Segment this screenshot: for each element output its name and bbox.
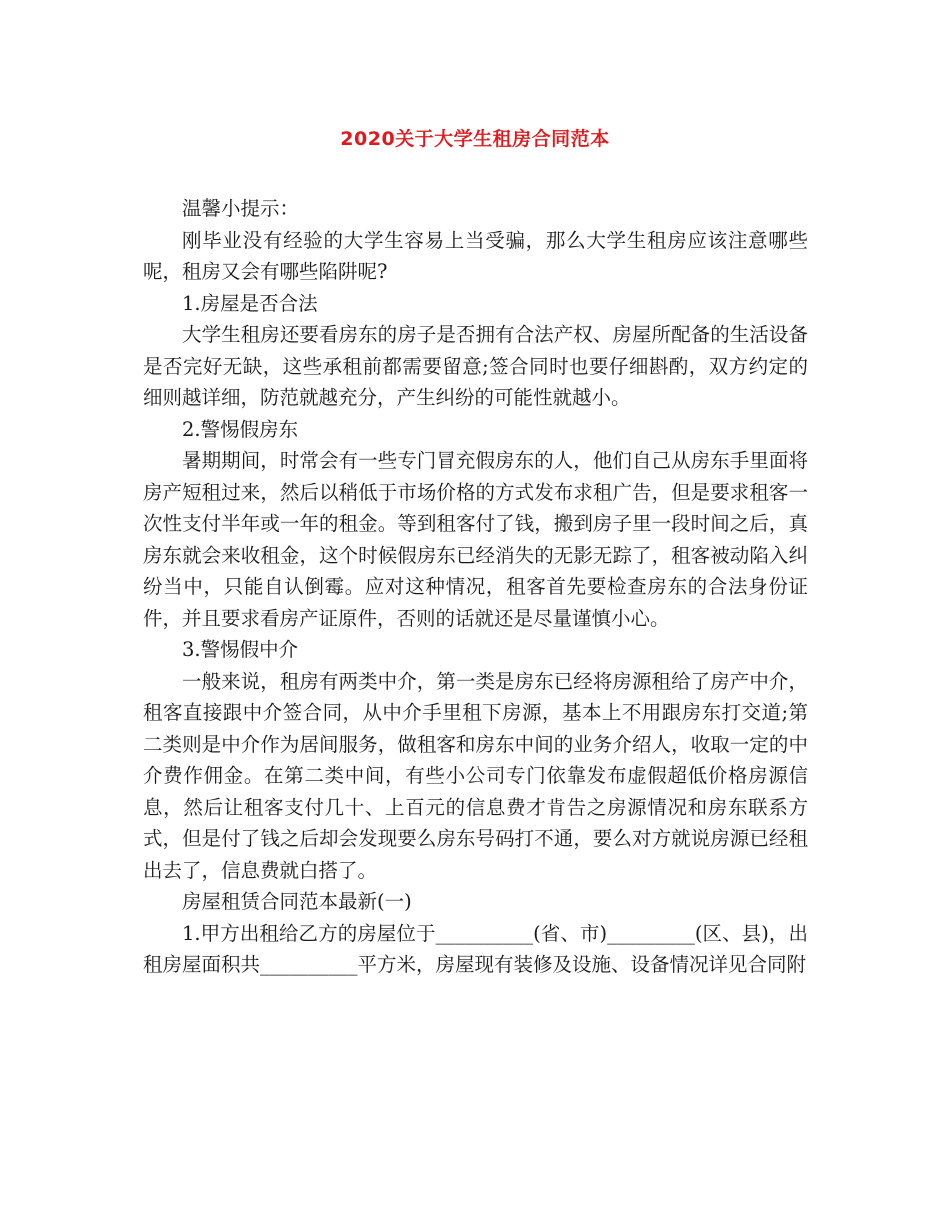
document-title: 2020关于大学生租房合同范本: [340, 128, 610, 150]
document-body: [143, 193, 808, 981]
paragraph-heading-1: 1.房屋是否合法: [182, 291, 318, 315]
paragraph-contract-clause-1: 1.甲方出租给乙方的房屋位于__________(省、市)_________(区、县)，出租房屋面积共__________平方米，房屋现有装修及设施、设备情况详见合同附: [143, 921, 808, 976]
paragraph-body-2: 暑期期间，时常会有一些专门冒充假房东的人，他们自己从房东手里面将房产短租过来，然后以稍低于市场价格的方式发布求租广告，但是要求租客一次性支付半年或一年的租金。等到租客付了钱，搬到房子里一段时间之后，真房东就会来收租金，这个时候假房东已经消失的无影无踪了，租客被动陷入纠纷当中，只能自认倒霉。应对这种情况，租客首先要检查房东的合法身份证件，并且要求看房产证原件，否则的话就还是尽量谨慎小心。: [143, 449, 808, 630]
paragraph-tip-heading: 温馨小提示：: [182, 197, 300, 220]
paragraph-body-3: 一般来说，租房有两类中介，第一类是房东已经将房源租给了房产中介，租客直接跟中介签合同，从中介手里租下房源，基本上不用跟房东打交道;第二类则是中介作为居间服务，做租客和房东中间的业务介绍人，收取一定的中介费作佣金。在第二类中间，有些小公司专门依靠发布虚假超低价格房源信息，然后让租客支付几十、上百元的信息费才肯告之房源情况和房东联系方式，但是付了钱之后却会发现要么房东号码打不通，要么对方就说房源已经租出去了，信息费就白搭了。: [143, 669, 808, 882]
paragraph-body-1: 大学生租房还要看房东的房子是否拥有合法产权、房屋所配备的生活设备是否完好无缺，这些承租前都需要留意;签合同时也要仔细斟酌，双方约定的细则越详细，防范就越充分，产生纠纷的可能性就越小。: [143, 323, 808, 409]
paragraph-intro: 刚毕业没有经验的大学生容易上当受骗，那么大学生租房应该注意哪些呢，租房又会有哪些陷阱呢?: [143, 228, 808, 283]
paragraph-heading-2: 2.警惕假房东: [182, 417, 299, 441]
paragraph-contract-heading: 房屋租赁合同范本最新(一): [182, 890, 412, 913]
paragraph-heading-3: 3.警惕假中介: [182, 638, 299, 661]
